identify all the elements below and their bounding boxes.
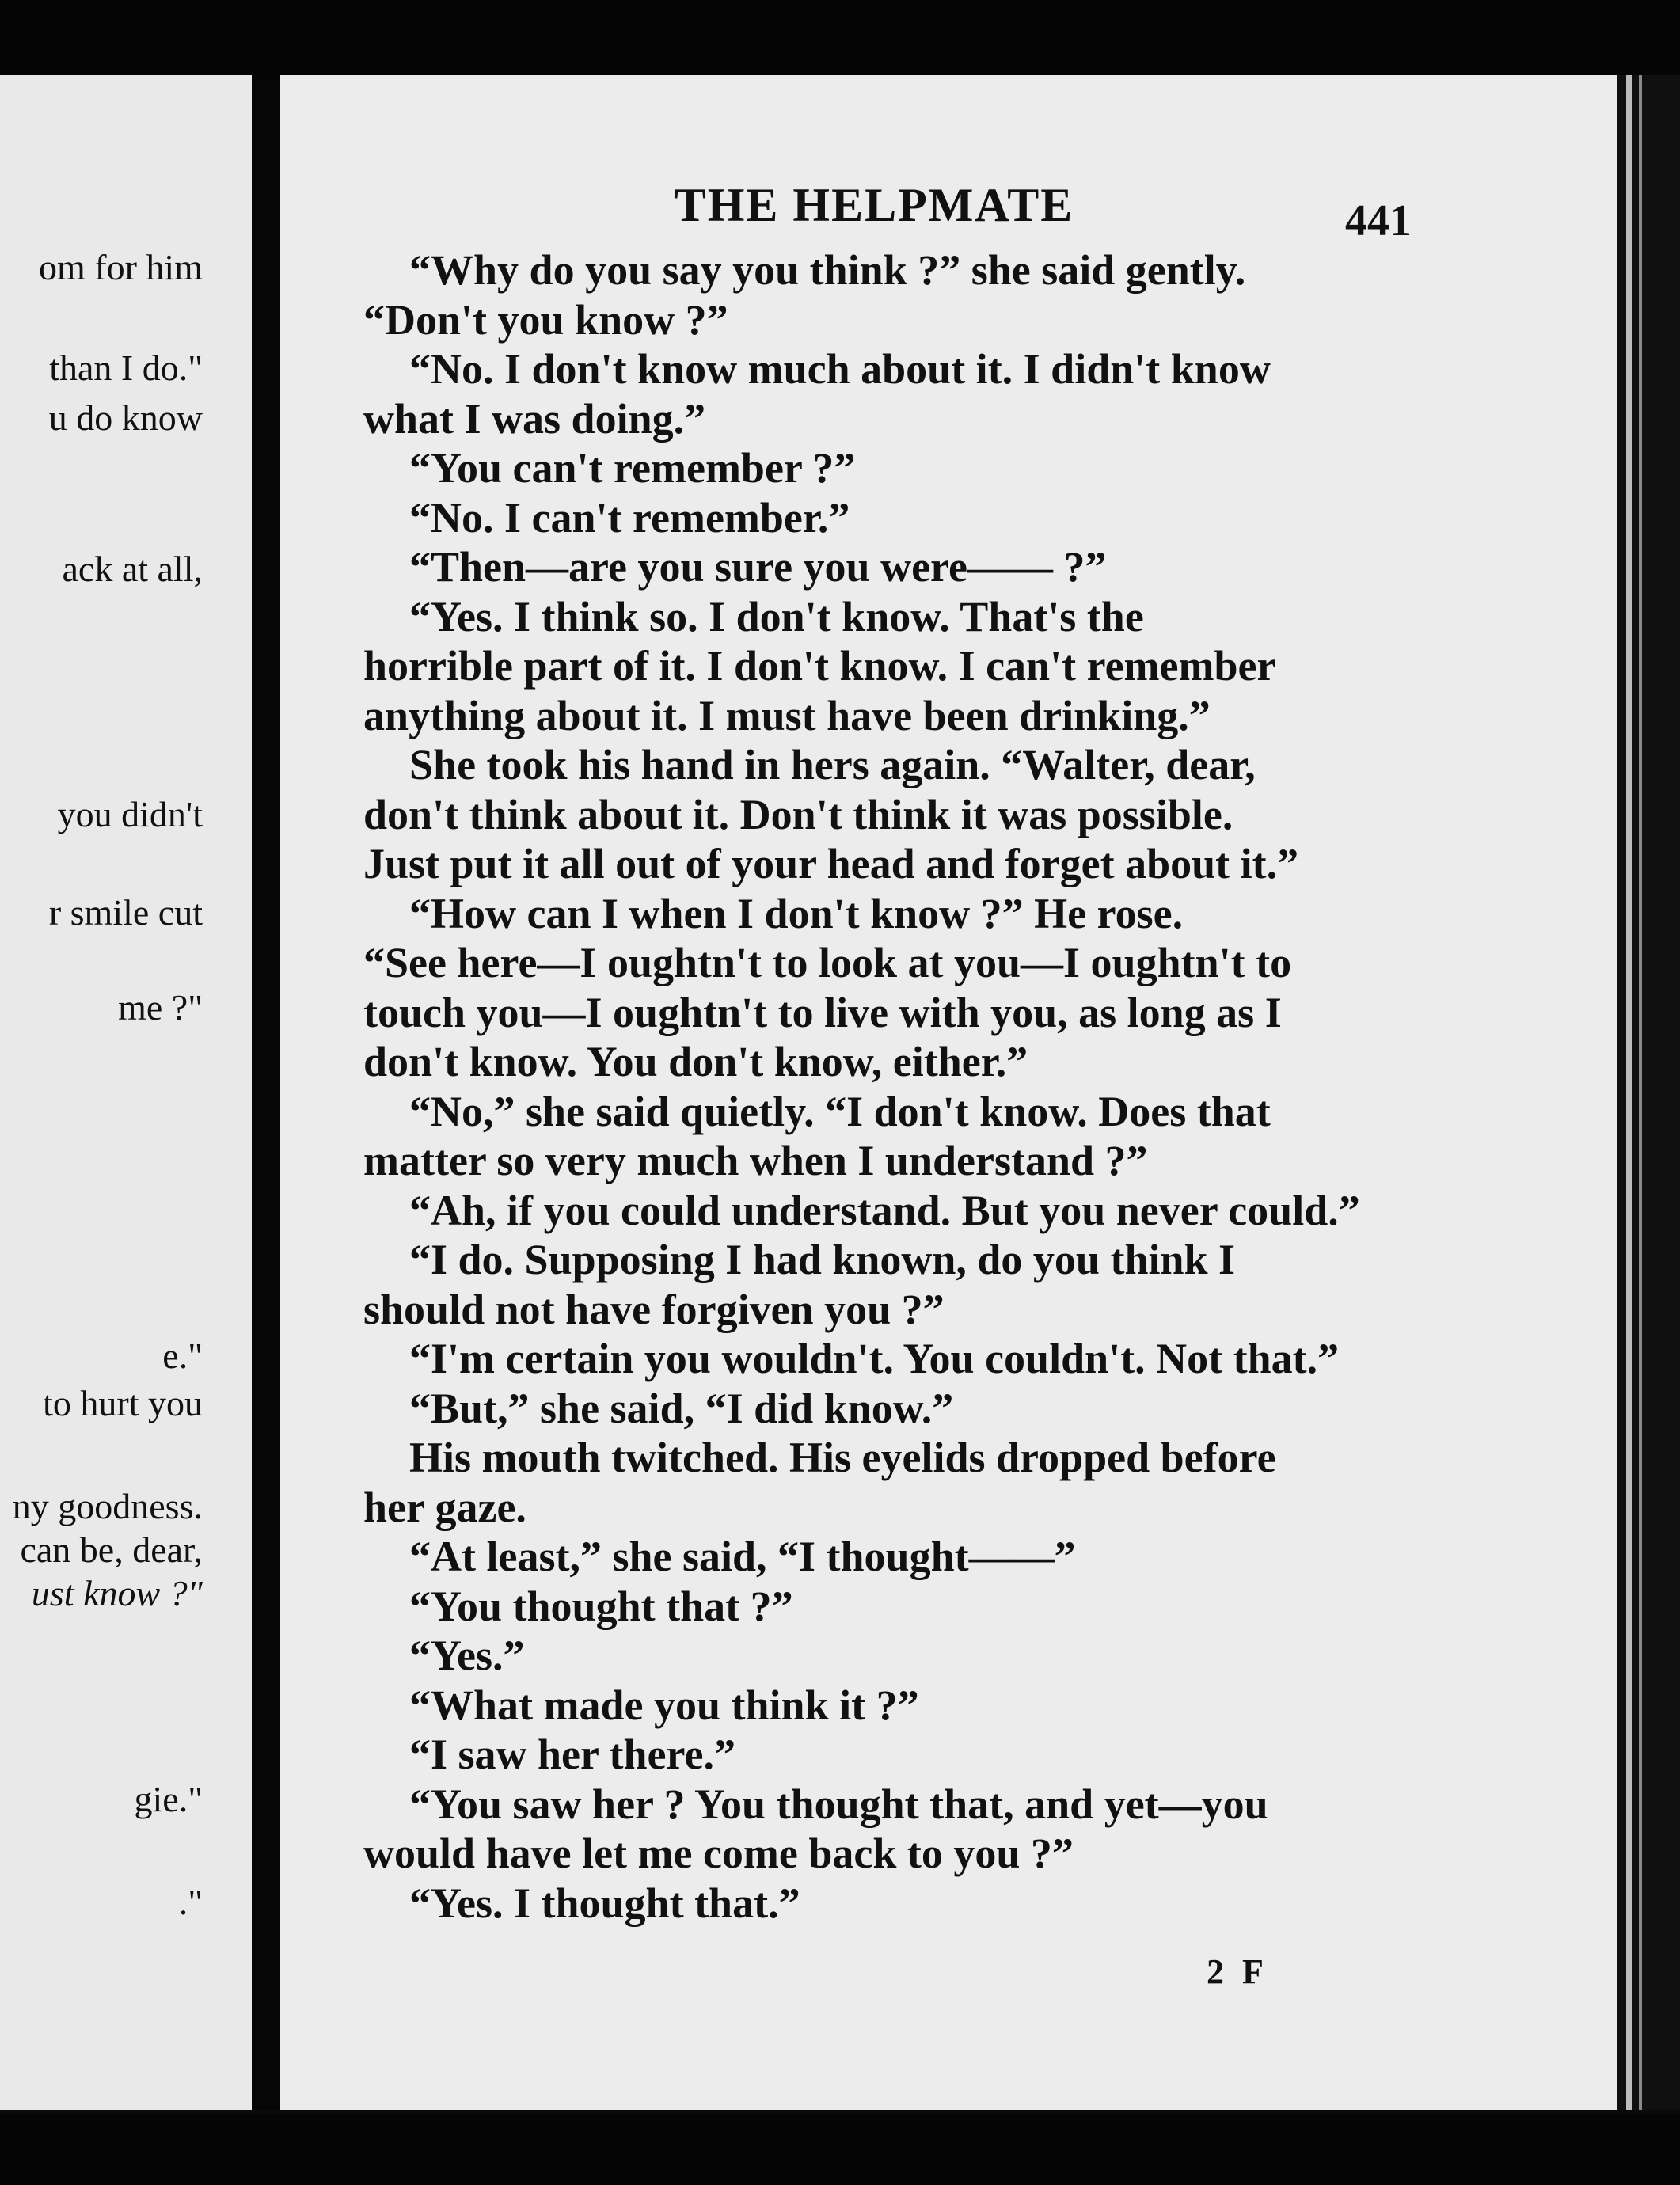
text-line: “Yes. I thought that.” (409, 1879, 800, 1927)
text-line: anything about it. I must have been drinking.” (363, 691, 1211, 739)
text-line: don't think about it. Don't think it was possible. (363, 790, 1233, 838)
left-page-line: ack at all, (62, 549, 203, 589)
text-line: “See here—I oughtn't to look at you—I oughtn't to (363, 939, 1292, 986)
text-line: “You thought that ?” (409, 1582, 793, 1630)
page-edge-right (1617, 75, 1680, 2110)
text-line: “At least,” she said, “I thought——” (409, 1533, 1076, 1580)
scan-top-border (0, 0, 1680, 75)
left-page-line: ." (178, 1882, 203, 1922)
text-line: “How can I when I don't know ?” He rose. (409, 889, 1184, 937)
text-line: “Yes. I think so. I don't know. That's the (409, 592, 1144, 640)
left-page-line: ust know ?" (31, 1573, 203, 1613)
text-line: “But,” she said, “I did know.” (409, 1384, 954, 1432)
text-line: “No,” she said quietly. “I don't know. Does that (409, 1087, 1271, 1135)
text-line: don't know. You don't know, either.” (363, 1038, 1028, 1085)
text-line: matter so very much when I understand ?” (363, 1137, 1148, 1184)
text-line: “No. I can't remember.” (409, 493, 850, 542)
text-line: should not have forgiven you ?” (363, 1285, 945, 1333)
text-line: what I was doing.” (363, 394, 706, 443)
page-number: 441 (1345, 196, 1412, 245)
text-line: touch you—I oughtn't to live with you, as long as I (363, 988, 1282, 1036)
left-page-line: gie." (134, 1779, 203, 1819)
text-line: She took his hand in hers again. “Walter, dear, (409, 741, 1256, 788)
left-page-line: r smile cut (48, 892, 203, 933)
facing-page-left (0, 75, 252, 2110)
text-line: “I do. Supposing I had known, do you think I (409, 1236, 1236, 1283)
text-line: “Then—are you sure you were—— ?” (409, 543, 1107, 591)
text-line: Just put it all out of your head and forget about it.” (363, 840, 1299, 887)
text-line: “I saw her there.” (409, 1731, 735, 1778)
text-line: horrible part of it. I don't know. I can't remember (363, 642, 1276, 690)
page-edge-stripe (1639, 75, 1642, 2110)
text-line: “No. I don't know much about it. I didn't know (409, 345, 1271, 393)
left-page-line: om for him (39, 247, 203, 287)
text-line: “You saw her ? You thought that, and yet—you (409, 1780, 1268, 1828)
text-line: “Why do you say you think ?” she said gently. (409, 246, 1246, 294)
book-gutter (252, 75, 280, 2110)
left-page-line: you didn't (57, 794, 203, 834)
text-line: would have let me come back to you ?” (363, 1830, 1074, 1877)
page-edge-stripe (1626, 75, 1632, 2110)
left-page-line: ny goodness. (12, 1486, 203, 1526)
text-line: her gaze. (363, 1483, 526, 1531)
left-page-line: e." (162, 1336, 203, 1376)
left-page-line: me ?" (118, 987, 203, 1028)
text-line: “What made you think it ?” (409, 1681, 919, 1729)
text-line: His mouth twitched. His eyelids dropped before (409, 1434, 1276, 1481)
text-line: “I'm certain you wouldn't. You couldn't. Not that.” (409, 1335, 1340, 1382)
body-text (363, 245, 1428, 1928)
signature-mark: 2 F (1207, 1952, 1268, 1991)
text-line: “Ah, if you could understand. But you never could.” (409, 1186, 1360, 1234)
left-page-line: to hurt you (43, 1383, 203, 1423)
text-line: “Don't you know ?” (363, 295, 728, 344)
left-page-line: than I do." (49, 348, 203, 388)
scan-bottom-border (0, 2114, 1680, 2185)
left-page-line: u do know (48, 397, 203, 438)
text-line: “You can't remember ?” (409, 444, 856, 492)
left-page-line: can be, dear, (20, 1530, 203, 1570)
text-line: “Yes.” (409, 1632, 525, 1679)
running-head: THE HELPMATE (674, 179, 1074, 231)
book-page (280, 75, 1617, 2110)
